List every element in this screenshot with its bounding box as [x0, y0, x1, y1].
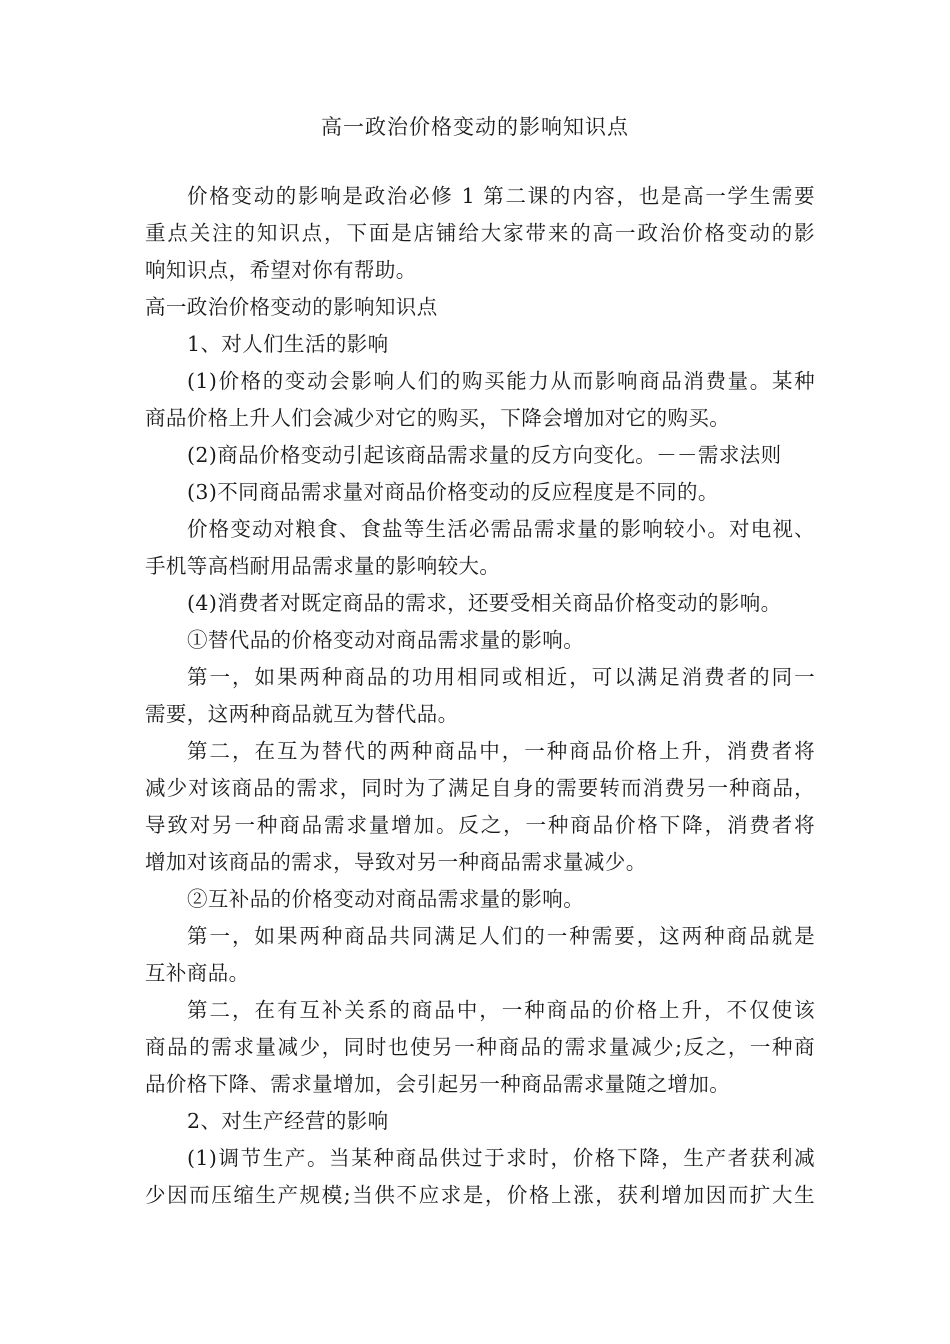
text-line: 高一政治价格变动的影响知识点	[145, 295, 438, 319]
text-line: (3)不同商品需求量对商品价格变动的反应程度是不同的。	[187, 480, 719, 504]
document-body	[145, 178, 815, 1214]
text-line: 价格变动的影响是政治必修 1 第二课的内容，也是高一学生需要	[187, 184, 815, 208]
text-line: 增加对该商品的需求，导致对另一种商品需求量减少。	[145, 850, 647, 874]
text-line: 第一，如果两种商品的功用相同或相近，可以满足消费者的同一	[187, 665, 815, 689]
text-line: 第一，如果两种商品共同满足人们的一种需要，这两种商品就是	[187, 924, 815, 948]
text-line: 第二，在有互补关系的商品中，一种商品的价格上升，不仅使该	[187, 998, 815, 1022]
text-line: (2)商品价格变动引起该商品需求量的反方向变化。－－需求法则	[187, 443, 782, 467]
text-line: 价格变动对粮食、食盐等生活必需品需求量的影响较小。对电视、	[187, 517, 815, 541]
text-line: 导致对另一种商品需求量增加。反之，一种商品价格下降，消费者将	[145, 813, 815, 837]
text-line: 减少对该商品的需求，同时为了满足自身的需要转而消费另一种商品，	[145, 776, 815, 800]
text-line: 第二，在互为替代的两种商品中，一种商品价格上升，消费者将	[187, 739, 815, 763]
text-line: 2、对生产经营的影响	[187, 1109, 389, 1133]
text-line: 重点关注的知识点，下面是店铺给大家带来的高一政治价格变动的影	[145, 221, 815, 245]
text-line: 少因而压缩生产规模;当供不应求是，价格上涨，获利增加因而扩大生	[145, 1183, 815, 1207]
text-line: 商品价格上升人们会减少对它的购买，下降会增加对它的购买。	[145, 406, 731, 430]
text-line: 需要，这两种商品就互为替代品。	[145, 702, 459, 726]
text-line: 1、对人们生活的影响	[187, 332, 389, 356]
document-title: 高一政治价格变动的影响知识点	[321, 115, 629, 139]
text-line: 手机等高档耐用品需求量的影响较大。	[145, 554, 501, 578]
text-line: 品价格下降、需求量增加，会引起另一种商品需求量随之增加。	[145, 1072, 731, 1096]
text-line: (4)消费者对既定商品的需求，还要受相关商品价格变动的影响。	[187, 591, 782, 615]
text-line: 响知识点，希望对你有帮助。	[145, 258, 417, 282]
text-line: ①替代品的价格变动对商品需求量的影响。	[187, 628, 585, 652]
text-line: ②互补品的价格变动对商品需求量的影响。	[187, 887, 585, 911]
text-line: (1)价格的变动会影响人们的购买能力从而影响商品消费量。某种	[187, 369, 815, 393]
text-line: 商品的需求量减少，同时也使另一种商品的需求量减少;反之，一种商	[145, 1035, 815, 1059]
text-line: 互补商品。	[145, 961, 250, 985]
text-line: (1)调节生产。当某种商品供过于求时，价格下降，生产者获利减	[187, 1146, 815, 1170]
